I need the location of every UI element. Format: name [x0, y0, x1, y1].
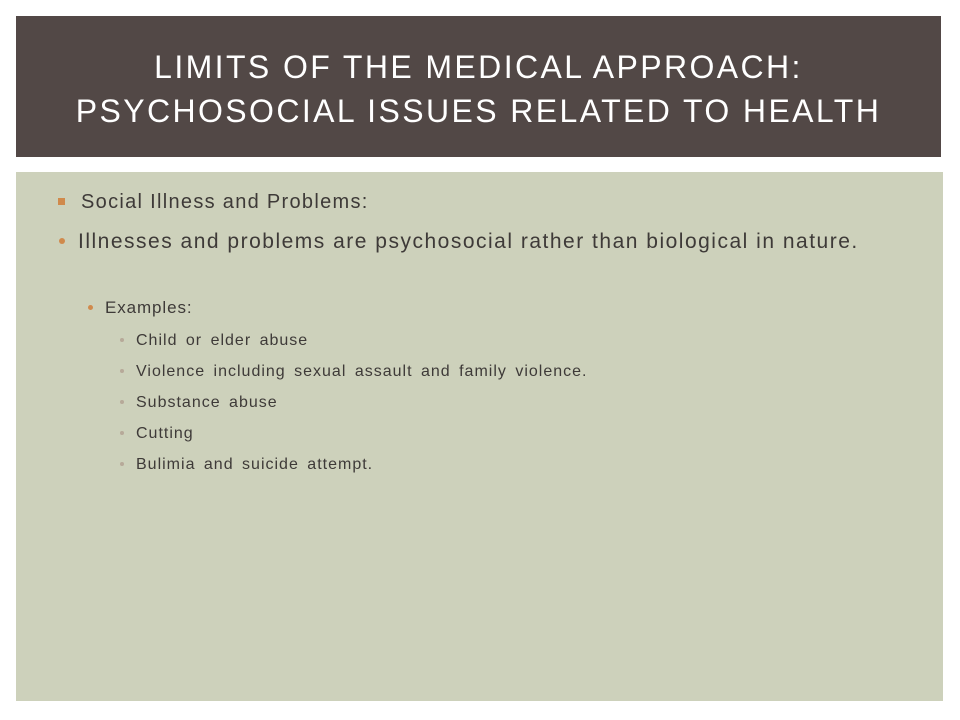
example-text: Cutting	[136, 425, 194, 442]
example-item	[120, 330, 308, 352]
bullet-icon	[120, 400, 124, 404]
main-point-item	[59, 227, 924, 256]
slide-title-line-2: PSYCHOSOCIAL ISSUES RELATED TO HEALTH	[75, 92, 882, 129]
example-text: Violence including sexual assault and family violence.	[136, 363, 588, 380]
example-text: Child or elder abuse	[136, 332, 309, 349]
example-text: Bulimia and suicide attempt.	[136, 456, 374, 473]
example-item	[120, 392, 278, 414]
example-text: Substance abuse	[136, 394, 278, 411]
main-point-text: Illnesses and problems are psychosocial rather than biological in nature.	[78, 230, 859, 253]
content-area	[16, 172, 943, 701]
bullet-icon	[120, 338, 124, 342]
example-item	[120, 361, 587, 383]
examples-label: Examples:	[105, 298, 193, 317]
bullet-icon	[120, 369, 124, 373]
example-item	[120, 423, 194, 445]
title-bar	[16, 16, 941, 157]
heading-item	[58, 189, 369, 215]
bullet-icon	[59, 238, 65, 244]
heading-text: Social Illness and Problems:	[81, 191, 369, 213]
examples-label-item	[88, 297, 192, 319]
bullet-icon	[120, 431, 124, 435]
example-item	[120, 454, 373, 476]
square-bullet-icon	[58, 198, 65, 205]
bullet-icon	[88, 305, 93, 310]
slide-title-line-1: LIMITS OF THE MEDICAL APPROACH:	[154, 48, 803, 85]
bullet-icon	[120, 462, 124, 466]
